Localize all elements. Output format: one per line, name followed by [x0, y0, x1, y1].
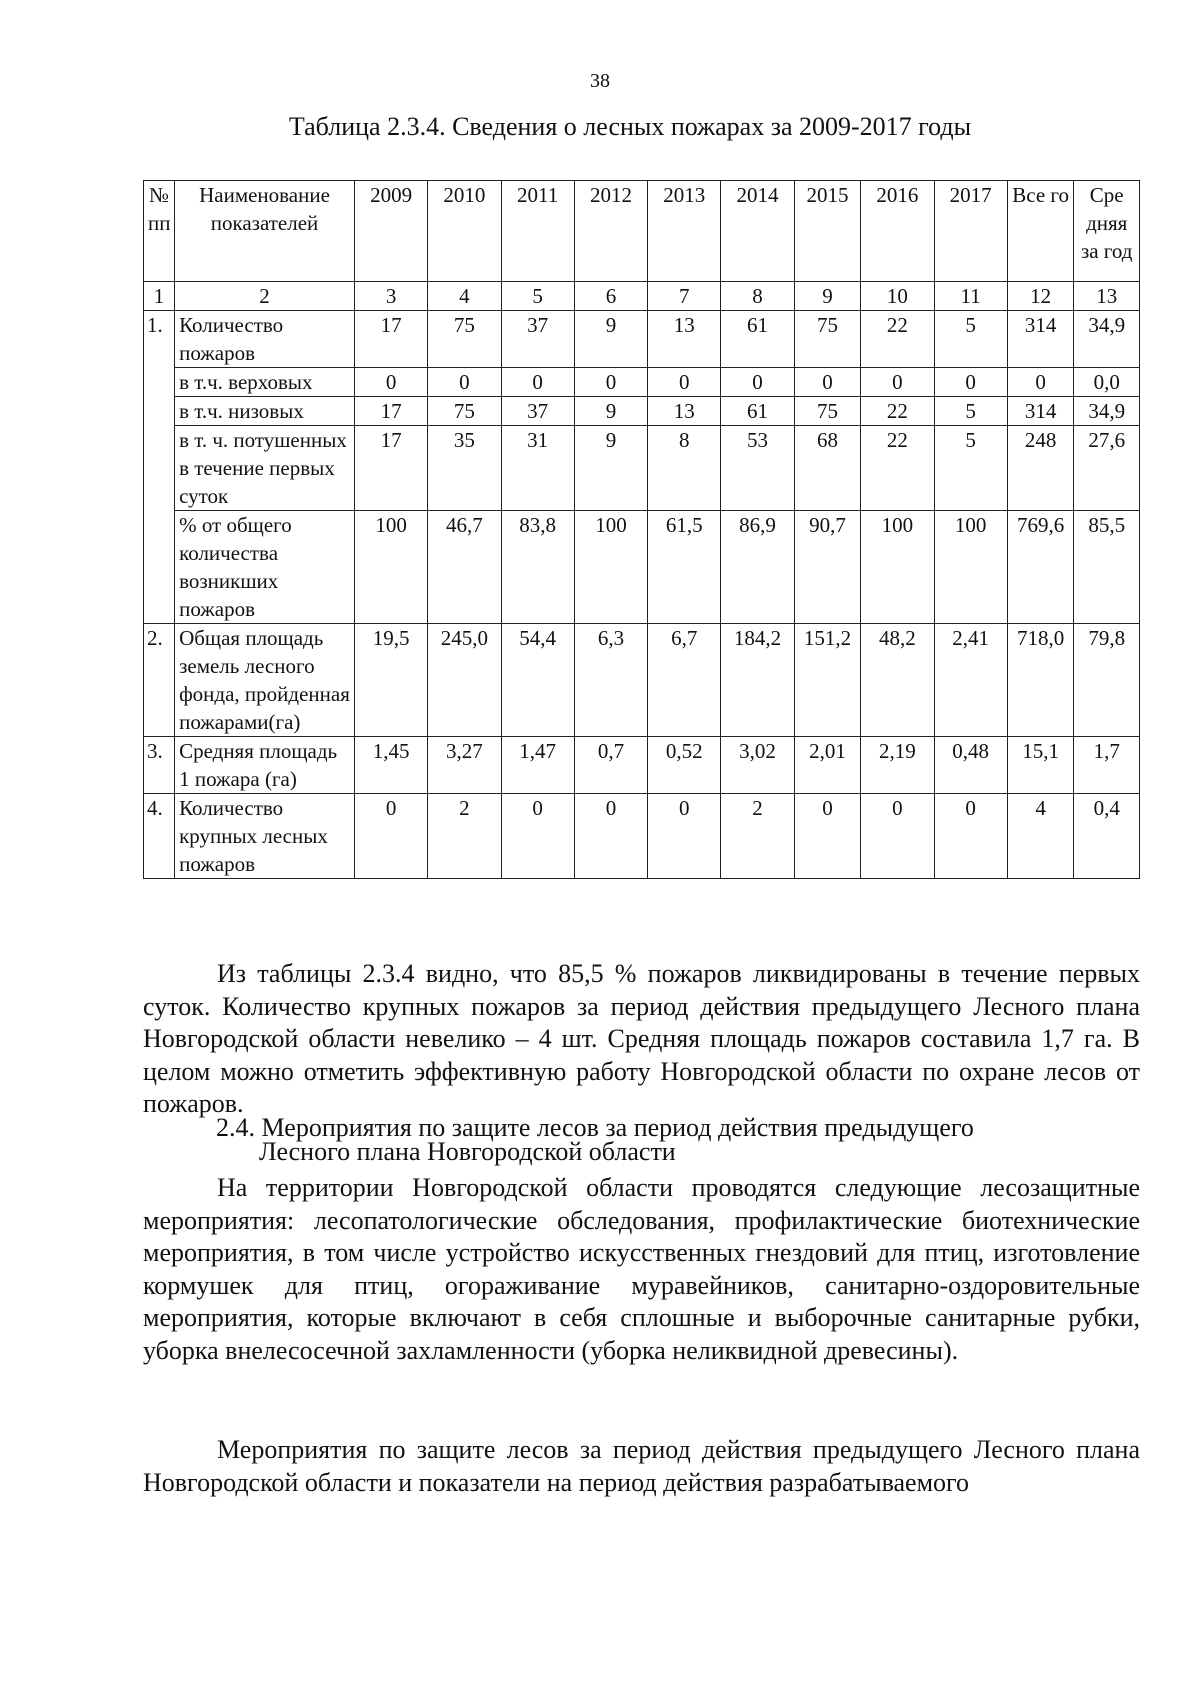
table-header-row [144, 181, 1140, 282]
value-cell: 13 [648, 311, 721, 368]
value-cell: 0 [794, 368, 861, 397]
value-cell: 2 [428, 794, 501, 879]
value-cell: 75 [428, 397, 501, 426]
indicator-name-cell: в т. ч. потушенных в течение первых суток [175, 426, 355, 511]
table-row [144, 368, 1140, 397]
header-cell: 2014 [721, 181, 794, 282]
value-cell: 2 [721, 794, 794, 879]
value-cell: 245,0 [428, 624, 501, 737]
value-cell: 6,7 [648, 624, 721, 737]
value-cell: 248 [1007, 426, 1074, 511]
table-row [144, 426, 1140, 511]
value-cell: 54,4 [501, 624, 574, 737]
value-cell: 8 [648, 426, 721, 511]
value-cell: 0 [428, 368, 501, 397]
value-cell: 1,45 [354, 737, 427, 794]
value-cell: 22 [861, 311, 934, 368]
row-number-cell: 4. [144, 794, 175, 879]
value-cell: 151,2 [794, 624, 861, 737]
indicator-name-cell: Общая площадь земель лесного фонда, пройденная пожарами(га) [175, 624, 355, 737]
value-cell: 34,9 [1074, 397, 1140, 426]
value-cell: 6,3 [574, 624, 647, 737]
paragraph-protection-measures: На территории Новгородской области проводятся следующие лесозащитные мероприятия: лесопатологические обследования, профилактические биотехнические мероприятия, в том числе устройство искусственных гнездовий для птиц, изготовление кормушек для птиц, огораживание муравейников, санитарно-оздоровительные мероприятия, которые включают в себя сплошные и выборочные санитарные рубки, уборка внелесосечной захламленности (уборка неликвидной древесины). [143, 1173, 1140, 1365]
indicator-name-cell: в т.ч. верховых [175, 368, 355, 397]
page-number: 38 [590, 70, 610, 92]
table-row [144, 794, 1140, 879]
column-number-row [144, 282, 1140, 311]
value-cell: 61 [721, 311, 794, 368]
value-cell: 17 [354, 397, 427, 426]
column-number-cell: 13 [1074, 282, 1140, 311]
column-number-cell: 3 [354, 282, 427, 311]
value-cell: 68 [794, 426, 861, 511]
column-number-cell: 2 [175, 282, 355, 311]
value-cell: 75 [794, 311, 861, 368]
value-cell: 22 [861, 397, 934, 426]
value-cell: 48,2 [861, 624, 934, 737]
table-row [144, 737, 1140, 794]
value-cell: 0 [794, 794, 861, 879]
value-cell: 17 [354, 311, 427, 368]
column-number-cell: 11 [934, 282, 1007, 311]
header-cell: 2012 [574, 181, 647, 282]
row-number-cell: 2. [144, 624, 175, 737]
value-cell: 0 [648, 368, 721, 397]
indicator-name-cell: Количество пожаров [175, 311, 355, 368]
value-cell: 9 [574, 397, 647, 426]
value-cell: 4 [1007, 794, 1074, 879]
value-cell: 0 [354, 368, 427, 397]
column-number-cell: 9 [794, 282, 861, 311]
header-cell: Сре дняя за год [1074, 181, 1140, 282]
value-cell: 0 [501, 794, 574, 879]
section-heading-line1: 2.4. Мероприятия по защите лесов за период действия предыдущего [216, 1113, 974, 1142]
value-cell: 5 [934, 397, 1007, 426]
value-cell: 3,27 [428, 737, 501, 794]
value-cell: 17 [354, 426, 427, 511]
indicator-name-cell: в т.ч. низовых [175, 397, 355, 426]
value-cell: 100 [934, 511, 1007, 624]
value-cell: 27,6 [1074, 426, 1140, 511]
paragraph-measures-continued: Мероприятия по защите лесов за период действия предыдущего Лесного плана Новгородской области и показатели на период действия разрабатываемого [143, 1435, 1140, 1497]
value-cell: 2,01 [794, 737, 861, 794]
value-cell: 0,4 [1074, 794, 1140, 879]
value-cell: 0 [574, 794, 647, 879]
header-cell: 2017 [934, 181, 1007, 282]
header-cell: Наименование показателей [175, 181, 355, 282]
value-cell: 83,8 [501, 511, 574, 624]
header-cell: 2016 [861, 181, 934, 282]
header-cell: 2015 [794, 181, 861, 282]
value-cell: 75 [794, 397, 861, 426]
column-number-cell: 4 [428, 282, 501, 311]
value-cell: 100 [574, 511, 647, 624]
header-cell: Все го [1007, 181, 1074, 282]
table-row [144, 397, 1140, 426]
header-cell: 2010 [428, 181, 501, 282]
value-cell: 75 [428, 311, 501, 368]
value-cell: 79,8 [1074, 624, 1140, 737]
column-number-cell: 7 [648, 282, 721, 311]
forest-fires-table [143, 180, 1140, 879]
header-cell: 2011 [501, 181, 574, 282]
value-cell: 46,7 [428, 511, 501, 624]
value-cell: 1,7 [1074, 737, 1140, 794]
value-cell: 0 [354, 794, 427, 879]
value-cell: 2,41 [934, 624, 1007, 737]
row-number-cell: 1. [144, 311, 175, 624]
section-heading-line2: Лесного плана Новгородской области [259, 1137, 676, 1166]
column-number-cell: 8 [721, 282, 794, 311]
header-cell: № пп [144, 181, 175, 282]
table-caption: Таблица 2.3.4. Сведения о лесных пожарах за 2009-2017 годы [288, 112, 972, 141]
value-cell: 9 [574, 426, 647, 511]
value-cell: 85,5 [1074, 511, 1140, 624]
indicator-name-cell: % от общего количества возникших пожаров [175, 511, 355, 624]
value-cell: 0 [934, 368, 1007, 397]
section-heading [216, 1113, 1096, 1166]
value-cell: 15,1 [1007, 737, 1074, 794]
value-cell: 100 [354, 511, 427, 624]
value-cell: 0,48 [934, 737, 1007, 794]
value-cell: 184,2 [721, 624, 794, 737]
value-cell: 90,7 [794, 511, 861, 624]
table-row [144, 624, 1140, 737]
value-cell: 0 [861, 368, 934, 397]
column-number-cell: 12 [1007, 282, 1074, 311]
value-cell: 35 [428, 426, 501, 511]
table-row [144, 311, 1140, 368]
value-cell: 0,52 [648, 737, 721, 794]
header-cell: 2013 [648, 181, 721, 282]
column-number-cell: 5 [501, 282, 574, 311]
value-cell: 1,47 [501, 737, 574, 794]
value-cell: 61,5 [648, 511, 721, 624]
value-cell: 5 [934, 426, 1007, 511]
value-cell: 37 [501, 311, 574, 368]
indicator-name-cell: Средняя площадь 1 пожара (га) [175, 737, 355, 794]
value-cell: 0 [861, 794, 934, 879]
value-cell: 31 [501, 426, 574, 511]
value-cell: 0 [721, 368, 794, 397]
value-cell: 0 [501, 368, 574, 397]
value-cell: 22 [861, 426, 934, 511]
value-cell: 9 [574, 311, 647, 368]
value-cell: 0,7 [574, 737, 647, 794]
column-number-cell: 1 [144, 282, 175, 311]
value-cell: 769,6 [1007, 511, 1074, 624]
value-cell: 19,5 [354, 624, 427, 737]
value-cell: 53 [721, 426, 794, 511]
paragraph-table-summary: Из таблицы 2.3.4 видно, что 85,5 % пожаров ликвидированы в течение первых суток. Количество крупных пожаров за период действия предыдущего Лесного плана Новгородской области невелико – 4 шт. Средняя площадь пожаров составила 1,7 га. В целом можно отметить эффективную работу Новгородской области по охране лесов от пожаров. [143, 959, 1140, 1118]
value-cell: 718,0 [1007, 624, 1074, 737]
value-cell: 2,19 [861, 737, 934, 794]
value-cell: 61 [721, 397, 794, 426]
indicator-name-cell: Количество крупных лесных пожаров [175, 794, 355, 879]
value-cell: 0 [648, 794, 721, 879]
value-cell: 0 [1007, 368, 1074, 397]
value-cell: 3,02 [721, 737, 794, 794]
column-number-cell: 6 [574, 282, 647, 311]
row-number-cell: 3. [144, 737, 175, 794]
value-cell: 86,9 [721, 511, 794, 624]
column-number-cell: 10 [861, 282, 934, 311]
value-cell: 5 [934, 311, 1007, 368]
table-row [144, 511, 1140, 624]
value-cell: 0 [934, 794, 1007, 879]
value-cell: 314 [1007, 311, 1074, 368]
value-cell: 314 [1007, 397, 1074, 426]
value-cell: 0 [574, 368, 647, 397]
value-cell: 34,9 [1074, 311, 1140, 368]
value-cell: 0,0 [1074, 368, 1140, 397]
header-cell: 2009 [354, 181, 427, 282]
value-cell: 13 [648, 397, 721, 426]
value-cell: 100 [861, 511, 934, 624]
value-cell: 37 [501, 397, 574, 426]
